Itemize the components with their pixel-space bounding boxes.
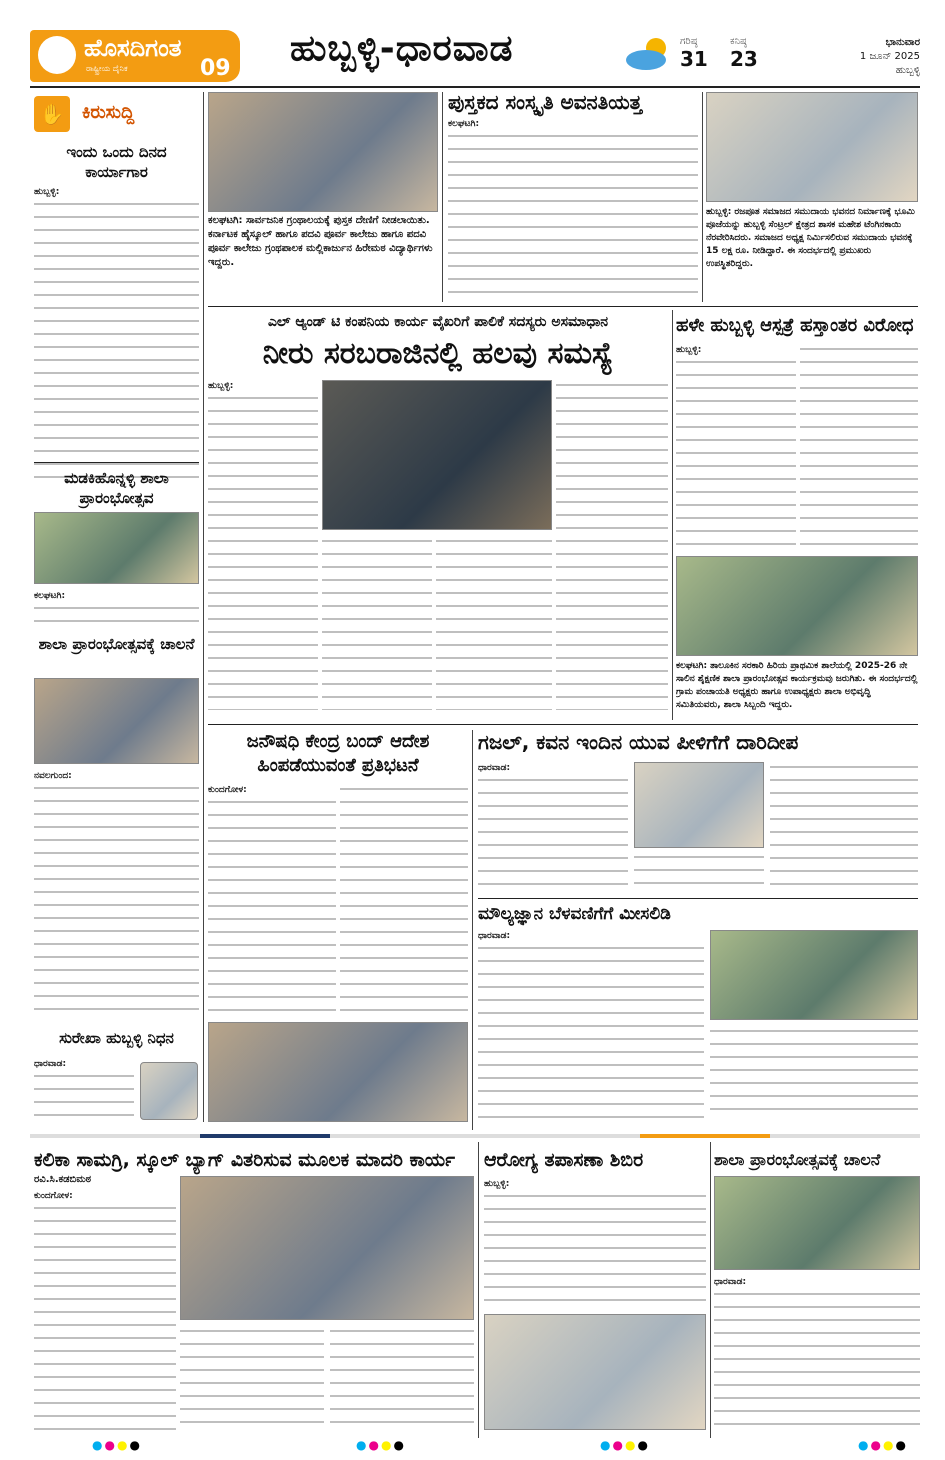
masthead-rule bbox=[30, 86, 920, 88]
kirusuddi-header bbox=[34, 96, 199, 134]
min-temp-value: 23 bbox=[730, 47, 758, 71]
story-body bbox=[770, 762, 918, 892]
story-headline: ಆರೋಗ್ಯ ತಪಾಸಣಾ ಶಿಬಿರ bbox=[484, 1149, 644, 1171]
min-temp-label: ಕನಿಷ್ಠ bbox=[730, 36, 747, 47]
page-title: ಹುಬ್ಬಳ್ಳಿ-ಧಾರವಾಡ bbox=[290, 28, 514, 69]
day-label: ಭಾನುವಾರ bbox=[885, 37, 920, 48]
registration-dots: ●●●● bbox=[600, 1438, 650, 1452]
place-label: ಹುಬ್ಬಳ್ಳಿ bbox=[895, 65, 920, 76]
brief-body bbox=[34, 186, 199, 486]
story-body bbox=[436, 536, 552, 710]
story-headline: ಗಜಲ್, ಕವನ ಇಂದಿನ ಯುವ ಪೀಳಿಗೆಗೆ ದಾರಿದೀಪ bbox=[478, 730, 799, 754]
brand-logo bbox=[30, 30, 240, 82]
story-kicker: ಎಲ್ ಆ್ಯಂಡ್ ಟಿ ಕಂಪನಿಯ ಕಾರ್ಯ ವೈಖರಿಗೆ ಪಾಲಿಕೆ ಸದಸ್ಯರು ಅಸಮಾಧಾನ bbox=[267, 314, 609, 330]
photo-caption: ಕಲಘಟಗಿ: ಸಾರ್ವಜನಿಕ ಗ್ರಂಥಾಲಯಕ್ಕೆ ಪುಸ್ತಕ ದೇಣಿಗೆ ನೀಡಲಾಯಿತು. ಕರ್ನಾಟಕ ಹೈಸ್ಕೂಲ್ ಹಾಗೂ ಪದವಿ ಪೂರ್ವ ಕಾಲೇಜು ಹಾಗೂ ಪದವಿ ಪೂರ್ವ ಕಾಲೇಜು ಗ್ರಂಥಪಾಲಕ ಮಲ್ಲಿಕಾರ್ಜುನ ಹಿರೇಮಠ ವಿದ್ಯಾರ್ಥಿಗಳು ಇದ್ದರು. bbox=[208, 215, 433, 268]
story-headline: ಹಳೇ ಹುಬ್ಬಳ್ಳಿ ಆಸ್ಪತ್ರೆ ಹಸ್ತಾಂತರ ವಿರೋಧ bbox=[676, 315, 914, 336]
section-rule bbox=[208, 306, 918, 307]
story-photo bbox=[710, 930, 918, 1020]
registration-dots: ●●●● bbox=[356, 1438, 406, 1452]
story-body bbox=[180, 1326, 324, 1430]
brief-photo bbox=[34, 678, 199, 764]
story-dateline: ಧಾರವಾಡ: bbox=[478, 763, 511, 773]
story-photo bbox=[634, 762, 764, 848]
story-text-lines bbox=[484, 1191, 706, 1308]
story-text-lines bbox=[710, 1026, 918, 1120]
story-dateline: ಕುಂದಗೋಳ: bbox=[34, 1191, 73, 1201]
date-label: 1 ಜೂನ್ 2025 bbox=[859, 51, 920, 62]
story-body bbox=[330, 1326, 474, 1430]
story-text-lines bbox=[208, 797, 336, 1016]
brief-dateline: ನವಲಗುಂದ: bbox=[34, 771, 72, 781]
story-photo bbox=[208, 92, 438, 212]
brief-title: ಸುರೇಖಾ ಹುಬ್ಬಳ್ಳಿ ನಿಧನ bbox=[59, 1029, 174, 1047]
section-rule bbox=[208, 724, 918, 725]
story-text-lines bbox=[180, 1326, 324, 1430]
brief-body bbox=[34, 1058, 134, 1118]
column-divider bbox=[442, 92, 443, 302]
section-color-bar-accent bbox=[200, 1134, 330, 1138]
max-temp-value: 31 bbox=[680, 47, 708, 71]
story-text-lines bbox=[634, 852, 764, 892]
story-headline: ಜನೌಷಧಿ ಕೇಂದ್ರ ಬಂದ್ ಆದೇಶ ಹಿಂಪಡೆಯುವಂತೆ ಪ್ರತಿಭಟನೆ bbox=[246, 731, 430, 776]
brief-text-lines bbox=[34, 199, 199, 486]
column-divider bbox=[478, 1142, 479, 1438]
brief-text-lines bbox=[34, 783, 199, 1010]
story-text-lines bbox=[556, 380, 668, 710]
story-photo bbox=[180, 1176, 474, 1320]
story-dateline: ಹುಬ್ಬಳ್ಳಿ: bbox=[676, 345, 702, 355]
story-body bbox=[484, 1178, 706, 1308]
story-body bbox=[710, 1026, 918, 1120]
story-body bbox=[208, 784, 336, 1016]
story-text-lines bbox=[770, 762, 918, 892]
section-rule bbox=[478, 898, 918, 899]
brief-dateline: ಧಾರವಾಡ: bbox=[34, 1059, 67, 1069]
story-body bbox=[556, 380, 668, 710]
story-body bbox=[478, 762, 628, 892]
story-dateline: ಹುಬ್ಬಳ್ಳಿ: bbox=[208, 381, 234, 391]
story-text-lines bbox=[330, 1326, 474, 1430]
story-photo bbox=[706, 92, 918, 202]
brief-body bbox=[34, 770, 199, 1010]
story-text-lines bbox=[34, 1203, 176, 1430]
story-photo bbox=[714, 1176, 920, 1270]
registration-dots: ●●●● bbox=[92, 1438, 142, 1452]
min-temp bbox=[730, 36, 758, 71]
brief-dateline: ಕಲಘಟಗಿ: bbox=[34, 591, 66, 601]
story-text-lines bbox=[478, 775, 628, 892]
story-text-lines bbox=[800, 344, 918, 550]
story-photo bbox=[322, 380, 552, 530]
story-body bbox=[448, 118, 698, 298]
brief-photo bbox=[34, 512, 199, 584]
story-headline: ಶಾಲಾ ಪ್ರಾರಂಭೋತ್ಸವಕ್ಕೆ ಚಾಲನೆ bbox=[714, 1150, 881, 1169]
story-body bbox=[34, 1190, 176, 1430]
column-divider bbox=[203, 92, 204, 1122]
column-divider bbox=[710, 1142, 711, 1438]
weather-cloud-sun-icon bbox=[620, 34, 680, 74]
logo-emblem-icon bbox=[38, 36, 76, 74]
brand-tagline: ರಾಷ್ಟ್ರೀಯ ದೈನಿಕ bbox=[86, 64, 128, 73]
story-body bbox=[676, 344, 796, 550]
registration-dots: ●●●● bbox=[858, 1438, 908, 1452]
story-body bbox=[478, 930, 704, 1120]
story-text-lines bbox=[208, 393, 318, 710]
photo-caption: ಕಲಘಟಗಿ: ತಾಲೂಕಿನ ಸರಕಾರಿ ಹಿರಿಯ ಪ್ರಾಥಮಿಕ ಶಾಲೆಯಲ್ಲಿ 2025-26 ನೇ ಸಾಲಿನ ಶೈಕ್ಷಣಿಕ ಶಾಲಾ ಪ್ರಾರಂಭೋತ್ಸವ ಕಾರ್ಯಕ್ರಮವು ಜರುಗಿತು. ಈ ಸಂದರ್ಭದಲ್ಲಿ ಗ್ರಾಮ ಪಂಚಾಯತಿ ಅಧ್ಯಕ್ಷರು ಹಾಗೂ ಉಪಾಧ್ಯಕ್ಷರು ಶಾಲಾ ಅಭಿವೃದ್ಧಿ ಸಮಿತಿಯವರು, ಶಾಲಾ ಸಿಬ್ಬಂದಿ ಇದ್ದರು. bbox=[676, 661, 918, 710]
date-block bbox=[840, 36, 920, 78]
brand-name: ಹೊಸದಿಗಂತ bbox=[84, 34, 182, 62]
story-text-lines bbox=[436, 536, 552, 710]
story-dateline: ಧಾರವಾಡ: bbox=[714, 1277, 747, 1287]
max-temp bbox=[680, 36, 708, 71]
portrait-photo bbox=[140, 1062, 198, 1120]
column-divider bbox=[472, 730, 473, 1130]
story-text-lines bbox=[322, 536, 432, 710]
brief-title: ಮಡಕಿಹೊನ್ನಳ್ಳಿ ಶಾಲಾ ಪ್ರಾರಂಭೋತ್ಸವ bbox=[64, 469, 169, 507]
story-body bbox=[714, 1276, 920, 1430]
story-text-lines bbox=[714, 1289, 920, 1430]
story-text-lines bbox=[478, 943, 704, 1120]
story-photo bbox=[676, 556, 918, 656]
brief-title: ಶಾಲಾ ಪ್ರಾರಂಭೋತ್ಸವಕ್ಕೆ ಚಾಲನೆ bbox=[38, 635, 195, 653]
story-body bbox=[800, 344, 918, 550]
story-text-lines bbox=[676, 357, 796, 550]
story-dateline: ಧಾರವಾಡ: bbox=[478, 931, 511, 941]
story-headline: ಮೌಲ್ಯಜ್ಞಾನ ಬೆಳವಣಿಗೆಗೆ ಮೀಸಲಿಡಿ bbox=[478, 904, 671, 924]
story-dateline: ಕಲಘಟಗಿ: bbox=[448, 119, 480, 129]
story-photo bbox=[484, 1314, 706, 1430]
story-text-lines bbox=[340, 784, 468, 1016]
section-color-bar-accent bbox=[640, 1134, 770, 1138]
story-body bbox=[208, 380, 318, 710]
story-byline: ರವಿ.ಸಿ.ಕಡಬಿಮಠ bbox=[34, 1174, 92, 1185]
brief-text-lines bbox=[34, 603, 199, 630]
page-number: 09 bbox=[200, 56, 231, 81]
story-headline: ಪುಸ್ತಕದ ಸಂಸ್ಕೃತಿ ಅವನತಿಯತ್ತ bbox=[448, 90, 642, 114]
brief-dateline: ಹುಬ್ಬಳ್ಳಿ: bbox=[34, 187, 60, 197]
kirusuddi-label: ಕಿರುಸುದ್ದಿ bbox=[82, 102, 135, 123]
brief-rule bbox=[34, 462, 199, 463]
column-divider bbox=[702, 92, 703, 302]
brief-body bbox=[34, 590, 199, 630]
thumbs-up-icon: ✋ bbox=[34, 96, 70, 132]
story-headline: ನೀರು ಸರಬರಾಜಿನಲ್ಲಿ ಹಲವು ಸಮಸ್ಯೆ bbox=[262, 336, 614, 371]
column-divider bbox=[672, 310, 673, 720]
story-body bbox=[322, 536, 432, 710]
brief-title: ಇಂದು ಒಂದು ದಿನದ ಕಾರ್ಯಾಗಾರ bbox=[66, 143, 167, 181]
story-dateline: ಹುಬ್ಬಳ್ಳಿ: bbox=[484, 1179, 510, 1189]
story-body bbox=[634, 852, 764, 892]
story-body bbox=[340, 784, 468, 1016]
story-dateline: ಕುಂದಗೋಳ: bbox=[208, 785, 247, 795]
story-text-lines bbox=[448, 131, 698, 298]
section-color-bar bbox=[30, 1134, 920, 1138]
story-headline: ಕಲಿಕಾ ಸಾಮಗ್ರಿ, ಸ್ಕೂಲ್ ಬ್ಯಾಗ್ ವಿತರಿಸುವ ಮೂಲಕ ಮಾದರಿ ಕಾರ್ಯ bbox=[34, 1149, 455, 1171]
brief-text-lines bbox=[34, 1071, 134, 1118]
photo-caption: ಹುಬ್ಬಳ್ಳಿ: ರಜಪೂತ ಸಮಾಜದ ಸಮುದಾಯ ಭವನದ ನಿರ್ಮಾಣಕ್ಕೆ ಭೂಮಿ ಪೂಜೆಯನ್ನು ಹುಬ್ಬಳ್ಳಿ ಸೆಂಟ್ರಲ್ ಕ್ಷೇತ್ರದ ಶಾಸಕ ಮಹೇಶ ಟೆಂಗಿನಕಾಯಿ ನೆರವೇರಿಸಿದರು. ಸಮಾಜದ ಅಧ್ಯಕ್ಷ ನಿರ್ಮಿಸಲಿರುವ ಸಮುದಾಯ ಭವನಕ್ಕೆ 15 ಲಕ್ಷ ರೂ. ನೀಡಿದ್ದಾರೆ. ಈ ಸಂದರ್ಭದಲ್ಲಿ ಪ್ರಮುಖರು ಉಪಸ್ಥಿತರಿದ್ದರು. bbox=[706, 207, 915, 269]
max-temp-label: ಗರಿಷ್ಠ bbox=[680, 36, 698, 47]
story-photo bbox=[208, 1022, 468, 1122]
